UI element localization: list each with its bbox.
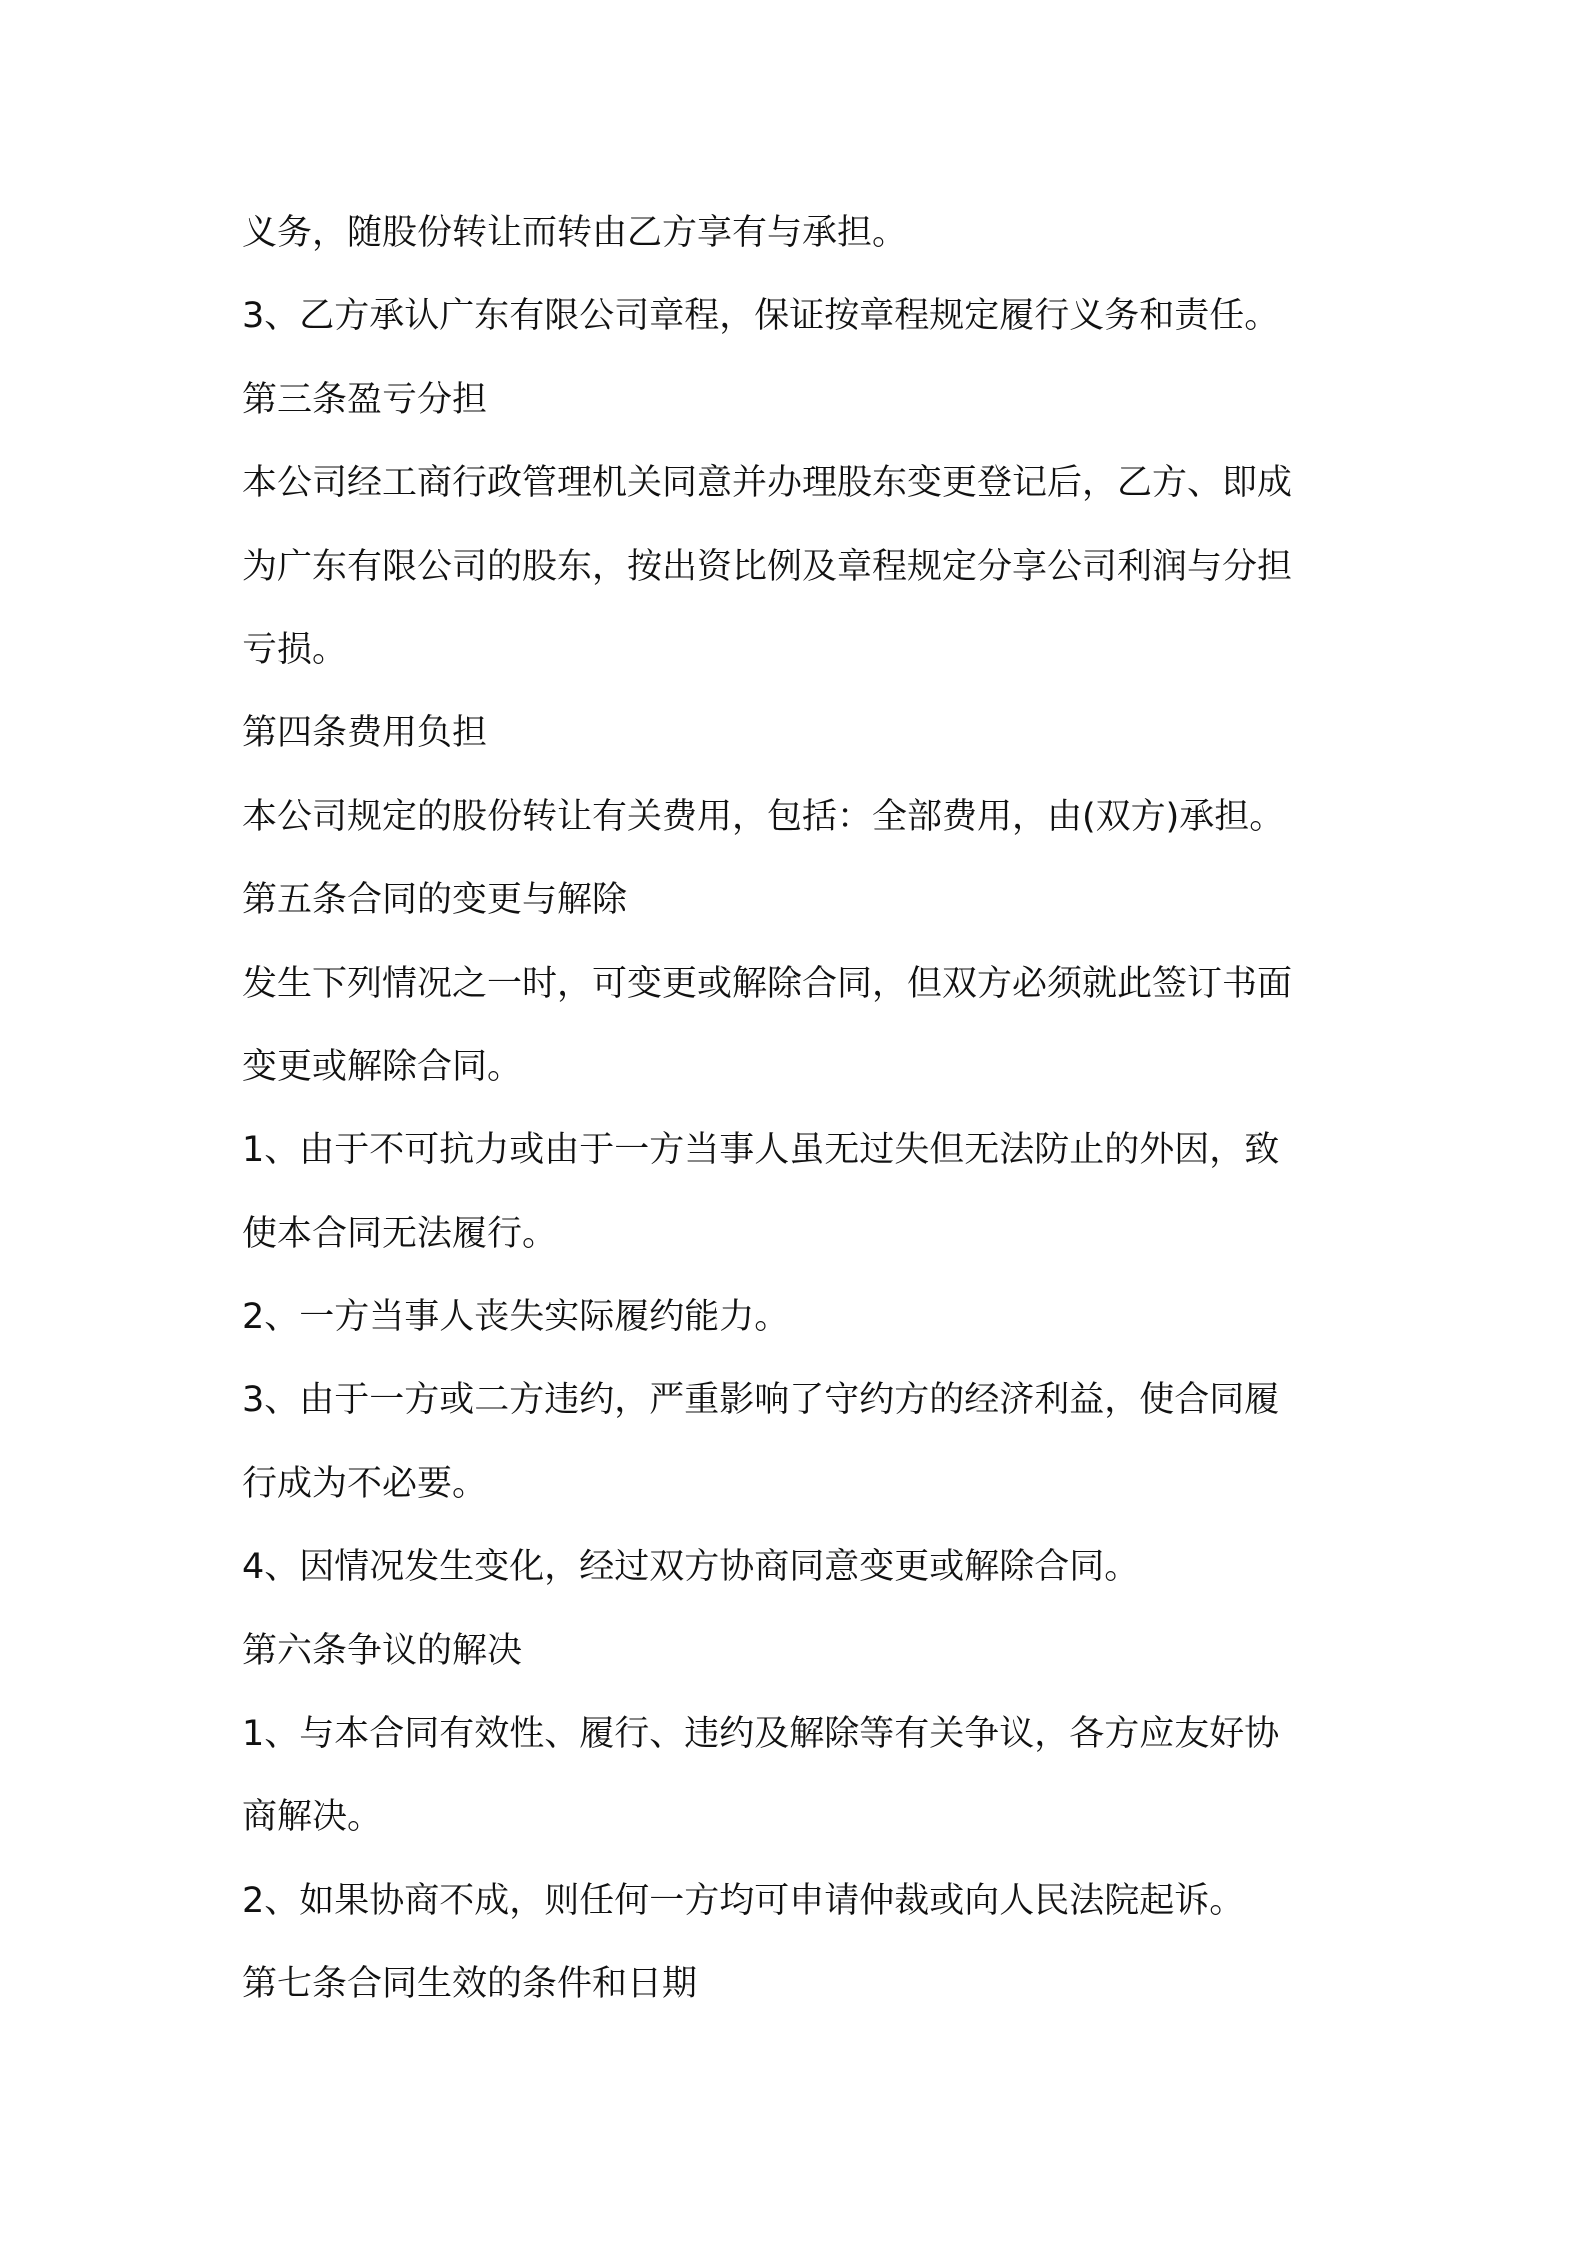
- section-heading: 第四条费用负担: [242, 713, 488, 754]
- section-heading: 第五条合同的变更与解除: [242, 880, 628, 921]
- list-item-line: 使本合同无法履行。: [242, 1213, 558, 1254]
- list-item-line: 2、一方当事人丧失实际履约能力。: [242, 1297, 790, 1338]
- paragraph-line: 变更或解除合同。: [242, 1046, 523, 1087]
- list-item-line: 行成为不必要。: [242, 1463, 488, 1504]
- paragraph-line: 本公司经工商行政管理机关同意并办理股东变更登记后，乙方、即成: [242, 463, 1293, 504]
- paragraph-line: 为广东有限公司的股东，按出资比例及章程规定分享公司利润与分担: [242, 546, 1293, 587]
- section-heading: 第七条合同生效的条件和日期: [242, 1964, 698, 2005]
- list-item-line: 1、与本合同有效性、履行、违约及解除等有关争议，各方应友好协: [242, 1714, 1280, 1755]
- paragraph-line: 发生下列情况之一时，可变更或解除合同，但双方必须就此签订书面: [242, 963, 1293, 1004]
- section-heading: 第三条盈亏分担: [242, 379, 488, 420]
- list-item-line: 商解决。: [242, 1797, 383, 1838]
- list-item-line: 4、因情况发生变化，经过双方协商同意变更或解除合同。: [242, 1547, 1140, 1588]
- list-item-line: 3、由于一方或二方违约，严重影响了守约方的经济利益，使合同履: [242, 1380, 1280, 1421]
- paragraph-line: 3、乙方承认广东有限公司章程，保证按章程规定履行义务和责任。: [242, 296, 1280, 337]
- paragraph-line: 义务，随股份转让而转由乙方享有与承担。: [242, 213, 908, 253]
- document-body: [242, 192, 1362, 2027]
- list-item-line: 1、由于不可抗力或由于一方当事人虽无过失但无法防止的外因，致: [242, 1130, 1280, 1171]
- section-heading: 第六条争议的解决: [242, 1630, 523, 1671]
- paragraph-line: 亏损。: [242, 629, 348, 670]
- paragraph-line: 本公司规定的股份转让有关费用，包括：全部费用，由(双方)承担。: [242, 796, 1285, 837]
- list-item-line: 2、如果协商不成，则任何一方均可申请仲裁或向人民法院起诉。: [242, 1880, 1245, 1921]
